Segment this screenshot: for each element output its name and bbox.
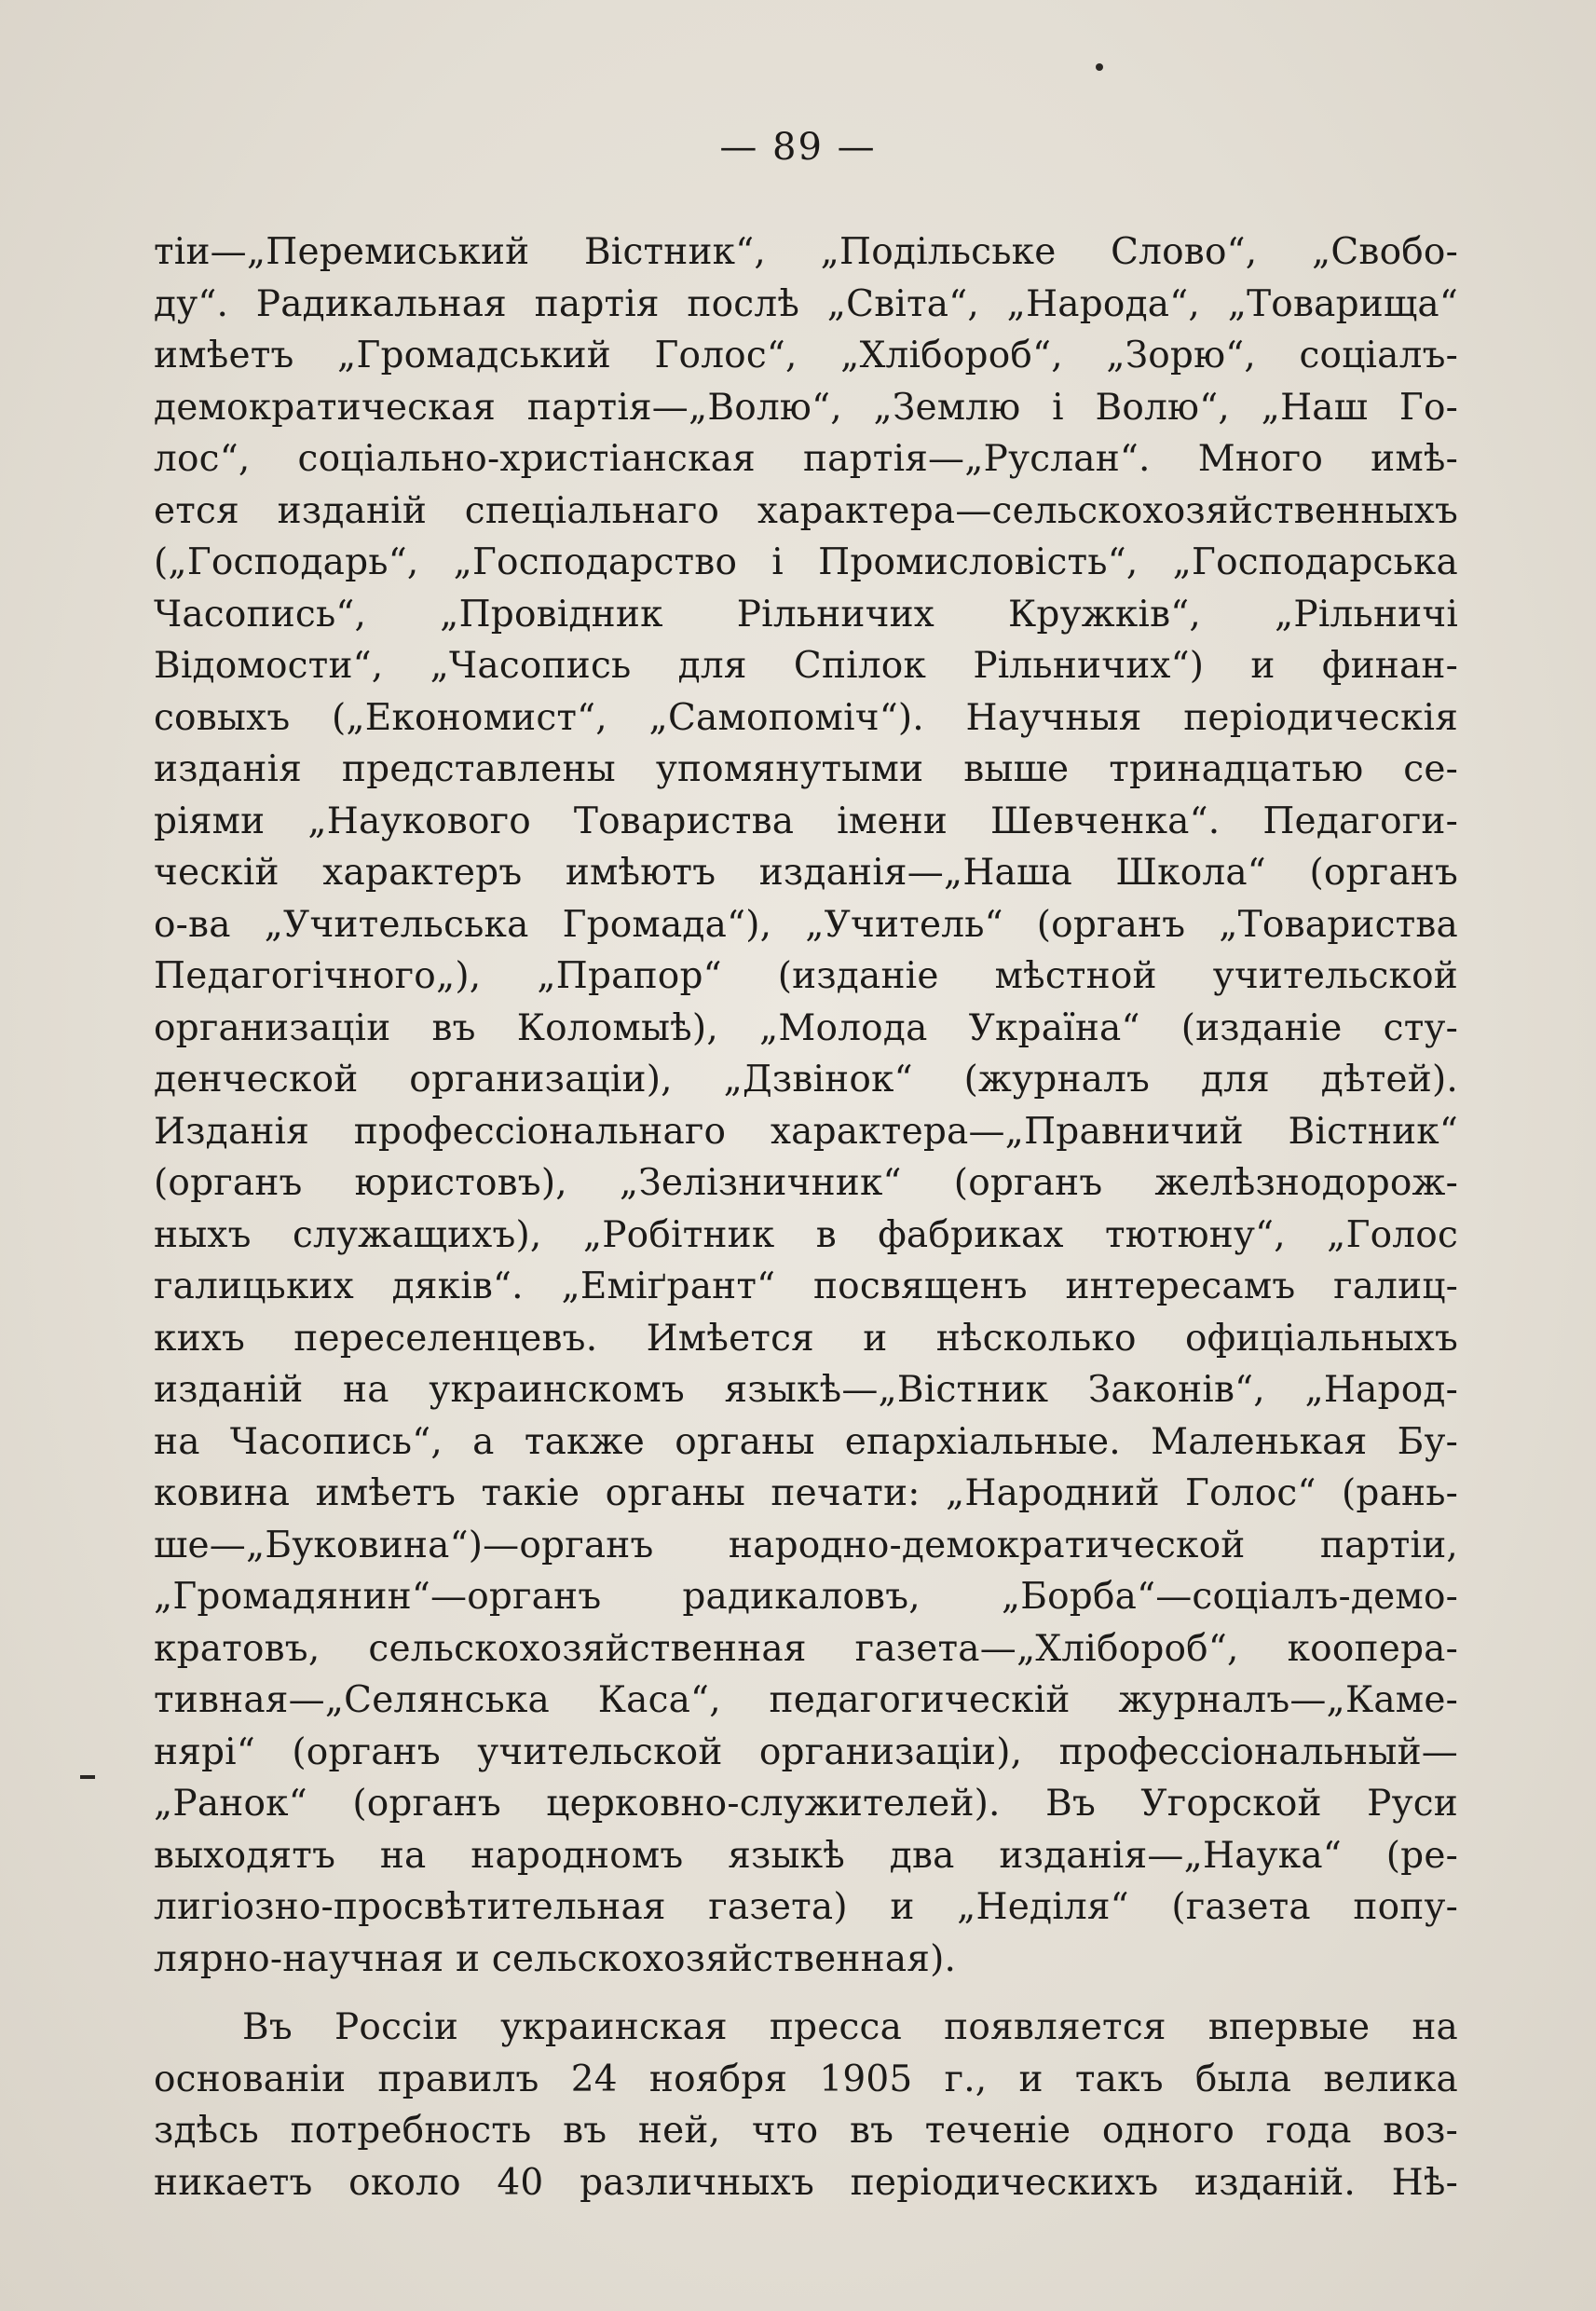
text-line: ческій характеръ имѣютъ изданія—„Наша Школа“ (органъ [154, 852, 1458, 894]
text-line: выходятъ на народномъ языкѣ два изданія—„Наука“ (ре- [154, 1834, 1458, 1877]
text-line: лярно-научная и сельскохозяйственная). [154, 1937, 957, 1980]
body-text [154, 226, 1458, 2208]
text-line: ду“. Радикальная партія послѣ „Світа“, „Народа“, „Товарища“ [154, 282, 1458, 325]
text-line: нярі“ (органъ учительской организаціи), профессіональный— [154, 1730, 1458, 1773]
text-line: ется изданій спеціальнаго характера—сельскохозяйственныхъ [154, 489, 1458, 532]
text-line: никаетъ около 40 различныхъ періодическихъ изданій. Нѣ- [154, 2161, 1458, 2204]
text-line: кратовъ, сельскохозяйственная газета—„Хлібороб“, коопера- [154, 1627, 1458, 1670]
text-line: („Господарь“, „Господарство і Промисловість“, „Господарська [154, 541, 1458, 583]
text-line: „Ранок“ (органъ церковно-служителей). Въ Угорской Руси [154, 1783, 1458, 1825]
text-line: Изданія профессіональнаго характера—„Правничий Вістник“ [154, 1110, 1458, 1153]
text-line: имѣетъ „Громадський Голос“, „Хлібороб“, „Зорю“, соціалъ- [154, 335, 1458, 376]
text-line: кихъ переселенцевъ. Имѣется и нѣсколько офиціальныхъ [154, 1317, 1458, 1360]
text-line: о-ва „Учительська Громада“), „Учитель“ (органъ „Товариства [154, 903, 1458, 946]
text-line: „Громадянин“—органъ радикаловъ, „Борба“—соціалъ-демо- [154, 1576, 1458, 1618]
text-line: изданій на украинскомъ языкѣ—„Вістник Законів“, „Народ- [154, 1369, 1458, 1411]
text-line: здѣсь потребность въ ней, что въ теченіе одного года воз- [154, 2110, 1458, 2152]
text-line: денческой организаціи), „Дзвінок“ (журналъ для дѣтей). [154, 1059, 1458, 1101]
text-line: организаціи въ Коломыѣ), „Молода Україна“ (изданіе сту- [154, 1006, 1458, 1049]
paragraph-first-line: Въ Россіи украинская пресса появляется впервые на [242, 2006, 1458, 2048]
text-line: (органъ юристовъ), „Зелізничник“ (органъ желѣзнодорож- [154, 1162, 1458, 1204]
text-line: демократическая партія—„Волю“, „Землю і Волю“, „Наш Го- [154, 386, 1458, 429]
text-line: Відомости“, „Часопись для Спілок Рільничих“) и финан- [154, 645, 1458, 687]
text-line: ныхъ служащихъ), „Робітник в фабриках тютюну“, „Голос [154, 1213, 1458, 1256]
text-line: изданія представлены упомянутыми выше тринадцатью се- [154, 748, 1458, 790]
text-line: Часопись“, „Провідник Рільничих Кружків“, „Рільничі [154, 593, 1458, 636]
margin-mark [80, 1775, 95, 1779]
text-line: тіи—„Перемиський Вістник“, „Подільське Слово“, „Свобо- [154, 231, 1458, 273]
text-line: ше—„Буковина“)—органъ народно-демократической партіи, [154, 1524, 1458, 1566]
text-line: лос“, соціально-христіанская партія—„Руслан“. Много имѣ- [154, 438, 1458, 480]
text-line: тивная—„Селянська Каса“, педагогическій журналъ—„Каме- [154, 1679, 1458, 1721]
text-line: лигіозно-просвѣтительная газета) и „Неділя“ (газета попу- [154, 1886, 1458, 1928]
text-line: ріями „Наукового Товариства імени Шевченка“. Педагоги- [154, 800, 1458, 842]
page-number: — 89 — [719, 126, 877, 169]
text-line: совыхъ („Економист“, „Самопоміч“). Научныя періодическія [154, 696, 1458, 739]
text-line: основаніи правилъ 24 ноября 1905 г., и такъ была велика [154, 2058, 1458, 2100]
text-line: галицьких дяків“. „Еміґрант“ посвященъ интересамъ галиц- [154, 1265, 1458, 1307]
print-speck [1096, 63, 1103, 71]
text-line: Педагогічного„), „Прапор“ (изданіе мѣстной учительской [154, 955, 1458, 997]
text-line: ковина имѣетъ такіе органы печати: „Народний Голос“ (рань- [154, 1472, 1458, 1514]
text-line: на Часопись“, а также органы епархіальные. Маленькая Бу- [154, 1420, 1458, 1463]
